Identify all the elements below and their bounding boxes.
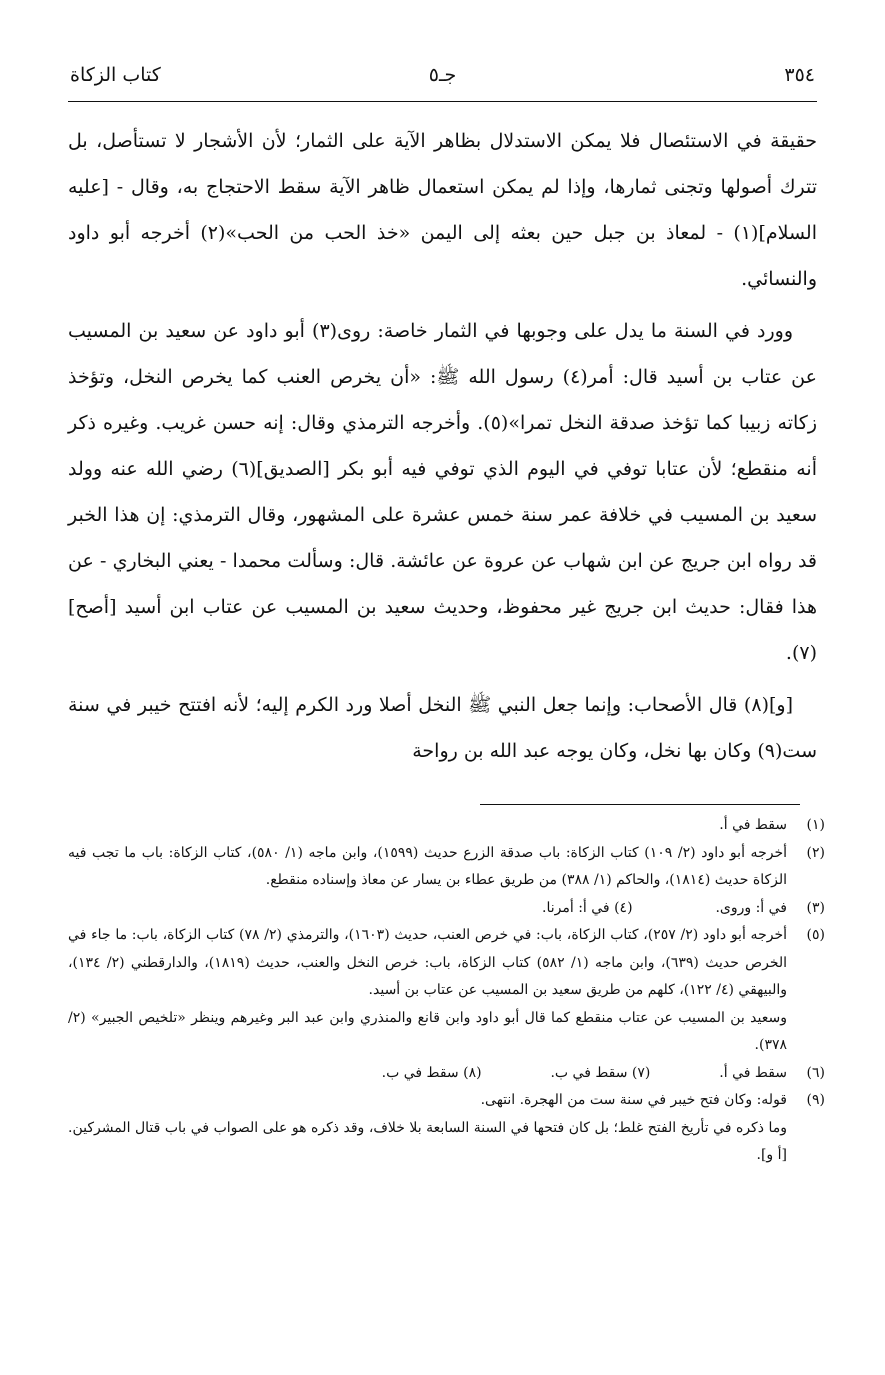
footnote-text: سقط في أ. xyxy=(719,817,787,833)
footnote-text: في أ: أمرنا. xyxy=(542,899,610,916)
volume-label: جـ٥ xyxy=(428,64,457,86)
page-number: ٣٥٤ xyxy=(784,64,815,86)
footnote-number: (٧) xyxy=(631,1064,651,1081)
footnote-7 xyxy=(550,1060,650,1088)
main-text xyxy=(68,118,817,780)
footnote-number: (٩) xyxy=(806,1092,825,1108)
page-header xyxy=(60,58,825,98)
paragraph-3: [و](٨) قال الأصحاب: وإنما جعل النبي ﷺ النخل أصلا ورد الكرم إليه؛ لأنه افتتح خيبر في سنة ست(٩) وكان بها نخل، وكان يوجه عبد الله بن رواحة xyxy=(68,694,817,762)
footnote-number: (١) xyxy=(806,817,825,833)
footnote-continuation: وسعيد بن المسيب عن عتاب منقطع كما قال أبو داود وابن قانع والمنذري وابن عبد البر وغيرهم وينظر «تلخيص الجبير» (٢/ ٣٧٨). xyxy=(68,1009,787,1053)
footnote-1 xyxy=(68,812,825,840)
header-divider xyxy=(68,101,817,102)
footnote-text: قوله: وكان فتح خيبر في سنة ست من الهجرة. انتهى. xyxy=(480,1092,787,1108)
footnote-text: سقط في ب. xyxy=(550,1064,628,1081)
footnote-continuation: وما ذكره في تأريخ الفتح غلط؛ بل كان فتحها في السنة السابعة بلا خلاف، وقد ذكره هو على الصواب في باب قتال المشركين. [أ و]. xyxy=(68,1119,787,1163)
paragraph-2: وورد في السنة ما يدل على وجوبها في الثمار خاصة: روى(٣) أبو داود عن سعيد بن المسيب عن عتاب بن أسيد قال: أمر(٤) رسول الله ﷺ: «أن يخرص العنب كما يخرص النخل، وتؤخذ زكاته زبيبا كما تؤخذ صدقة النخل تمرا»(٥). وأخرجه الترمذي وقال: إنه حسن غريب. وغيره ذكر أنه منقطع؛ لأن عتابا توفي في اليوم الذي توفي فيه أبو بكر [الصديق](٦) رضي الله عنه وولد سعيد بن المسيب في خلافة عمر سنة خمس عشرة على المشهور، وقال الترمذي: إن هذا الخبر قد رواه ابن جريج عن ابن شهاب عن عروة عن عائشة. قال: وسألت محمدا - يعني البخاري - عن هذا فقال: حديث ابن جريج غير محفوظ، وحديث سعيد بن المسيب عن عتاب ابن أسيد [أصح](٧). xyxy=(68,320,818,664)
footnote-number: (٣) xyxy=(806,899,825,916)
footnote-6-7-8 xyxy=(68,1060,825,1088)
footnote-number: (٢) xyxy=(806,844,825,861)
footnote-number: (٦) xyxy=(806,1064,825,1081)
footnote-text: أخرجه أبو داود (٢/ ١٠٩) كتاب الزكاة: باب صدقة الزرع حديث (١٥٩٩)، وابن ماجه (١/ ٥٨٠)، كتاب الزكاة: باب ما تجب فيه الزكاة حديث (١٨١٤)، والحاكم (١/ ٣٨٨) من طريق عطاء بن يسار عن معاذ وإسناده منقطع. xyxy=(68,844,787,888)
footnote-4 xyxy=(542,895,633,923)
book-title: كتاب الزكاة xyxy=(70,64,161,86)
footnote-divider xyxy=(480,804,800,805)
footnote-text: سقط في ب. xyxy=(381,1064,459,1081)
footnote-text: سقط في أ. xyxy=(719,1064,787,1081)
footnote-9 xyxy=(68,1087,825,1170)
footnote-text: في أ: وروى. xyxy=(715,899,787,916)
paragraph-1: حقيقة في الاستئصال فلا يمكن الاستدلال بظاهر الآية على الثمار؛ لأن الأشجار لا تستأصل، بل تترك أصولها وتجنى ثمارها، وإذا لم يمكن استعمال ظاهر الآية سقط الاحتجاج به، وقال - [عليه السلام](١) - لمعاذ بن جبل حين بعثه إلى اليمن «خذ الحب من الحب»(٢) أخرجه أبو داود والنسائي. xyxy=(68,130,817,290)
footnote-number: (٤) xyxy=(614,899,633,916)
footnote-number: (٥) xyxy=(806,927,825,943)
footnote-text: أخرجه أبو داود (٢/ ٢٥٧)، كتاب الزكاة، باب: في خرص العنب، حديث (١٦٠٣)، والترمذي (٢/ ٧٨) كتاب الزكاة، باب: ما جاء في الخرص حديث (٦٣٩)، وابن ماجه (١/ ٥٨٢) كتاب الزكاة، باب: خرص النخل والعنب، حديث (١٨١٩)، والدارقطني (٢/ ١٣٤)، والبيهقي (٤/ ١٢٢)، كلهم من طريق سعيد بن المسيب عن عتاب بن أسيد. xyxy=(68,927,788,998)
footnote-8 xyxy=(382,1060,482,1088)
footnotes xyxy=(68,812,825,1170)
footnote-3-4 xyxy=(68,895,825,923)
footnote-2 xyxy=(68,840,825,895)
footnote-5 xyxy=(68,922,825,1060)
footnote-number: (٨) xyxy=(463,1064,482,1081)
